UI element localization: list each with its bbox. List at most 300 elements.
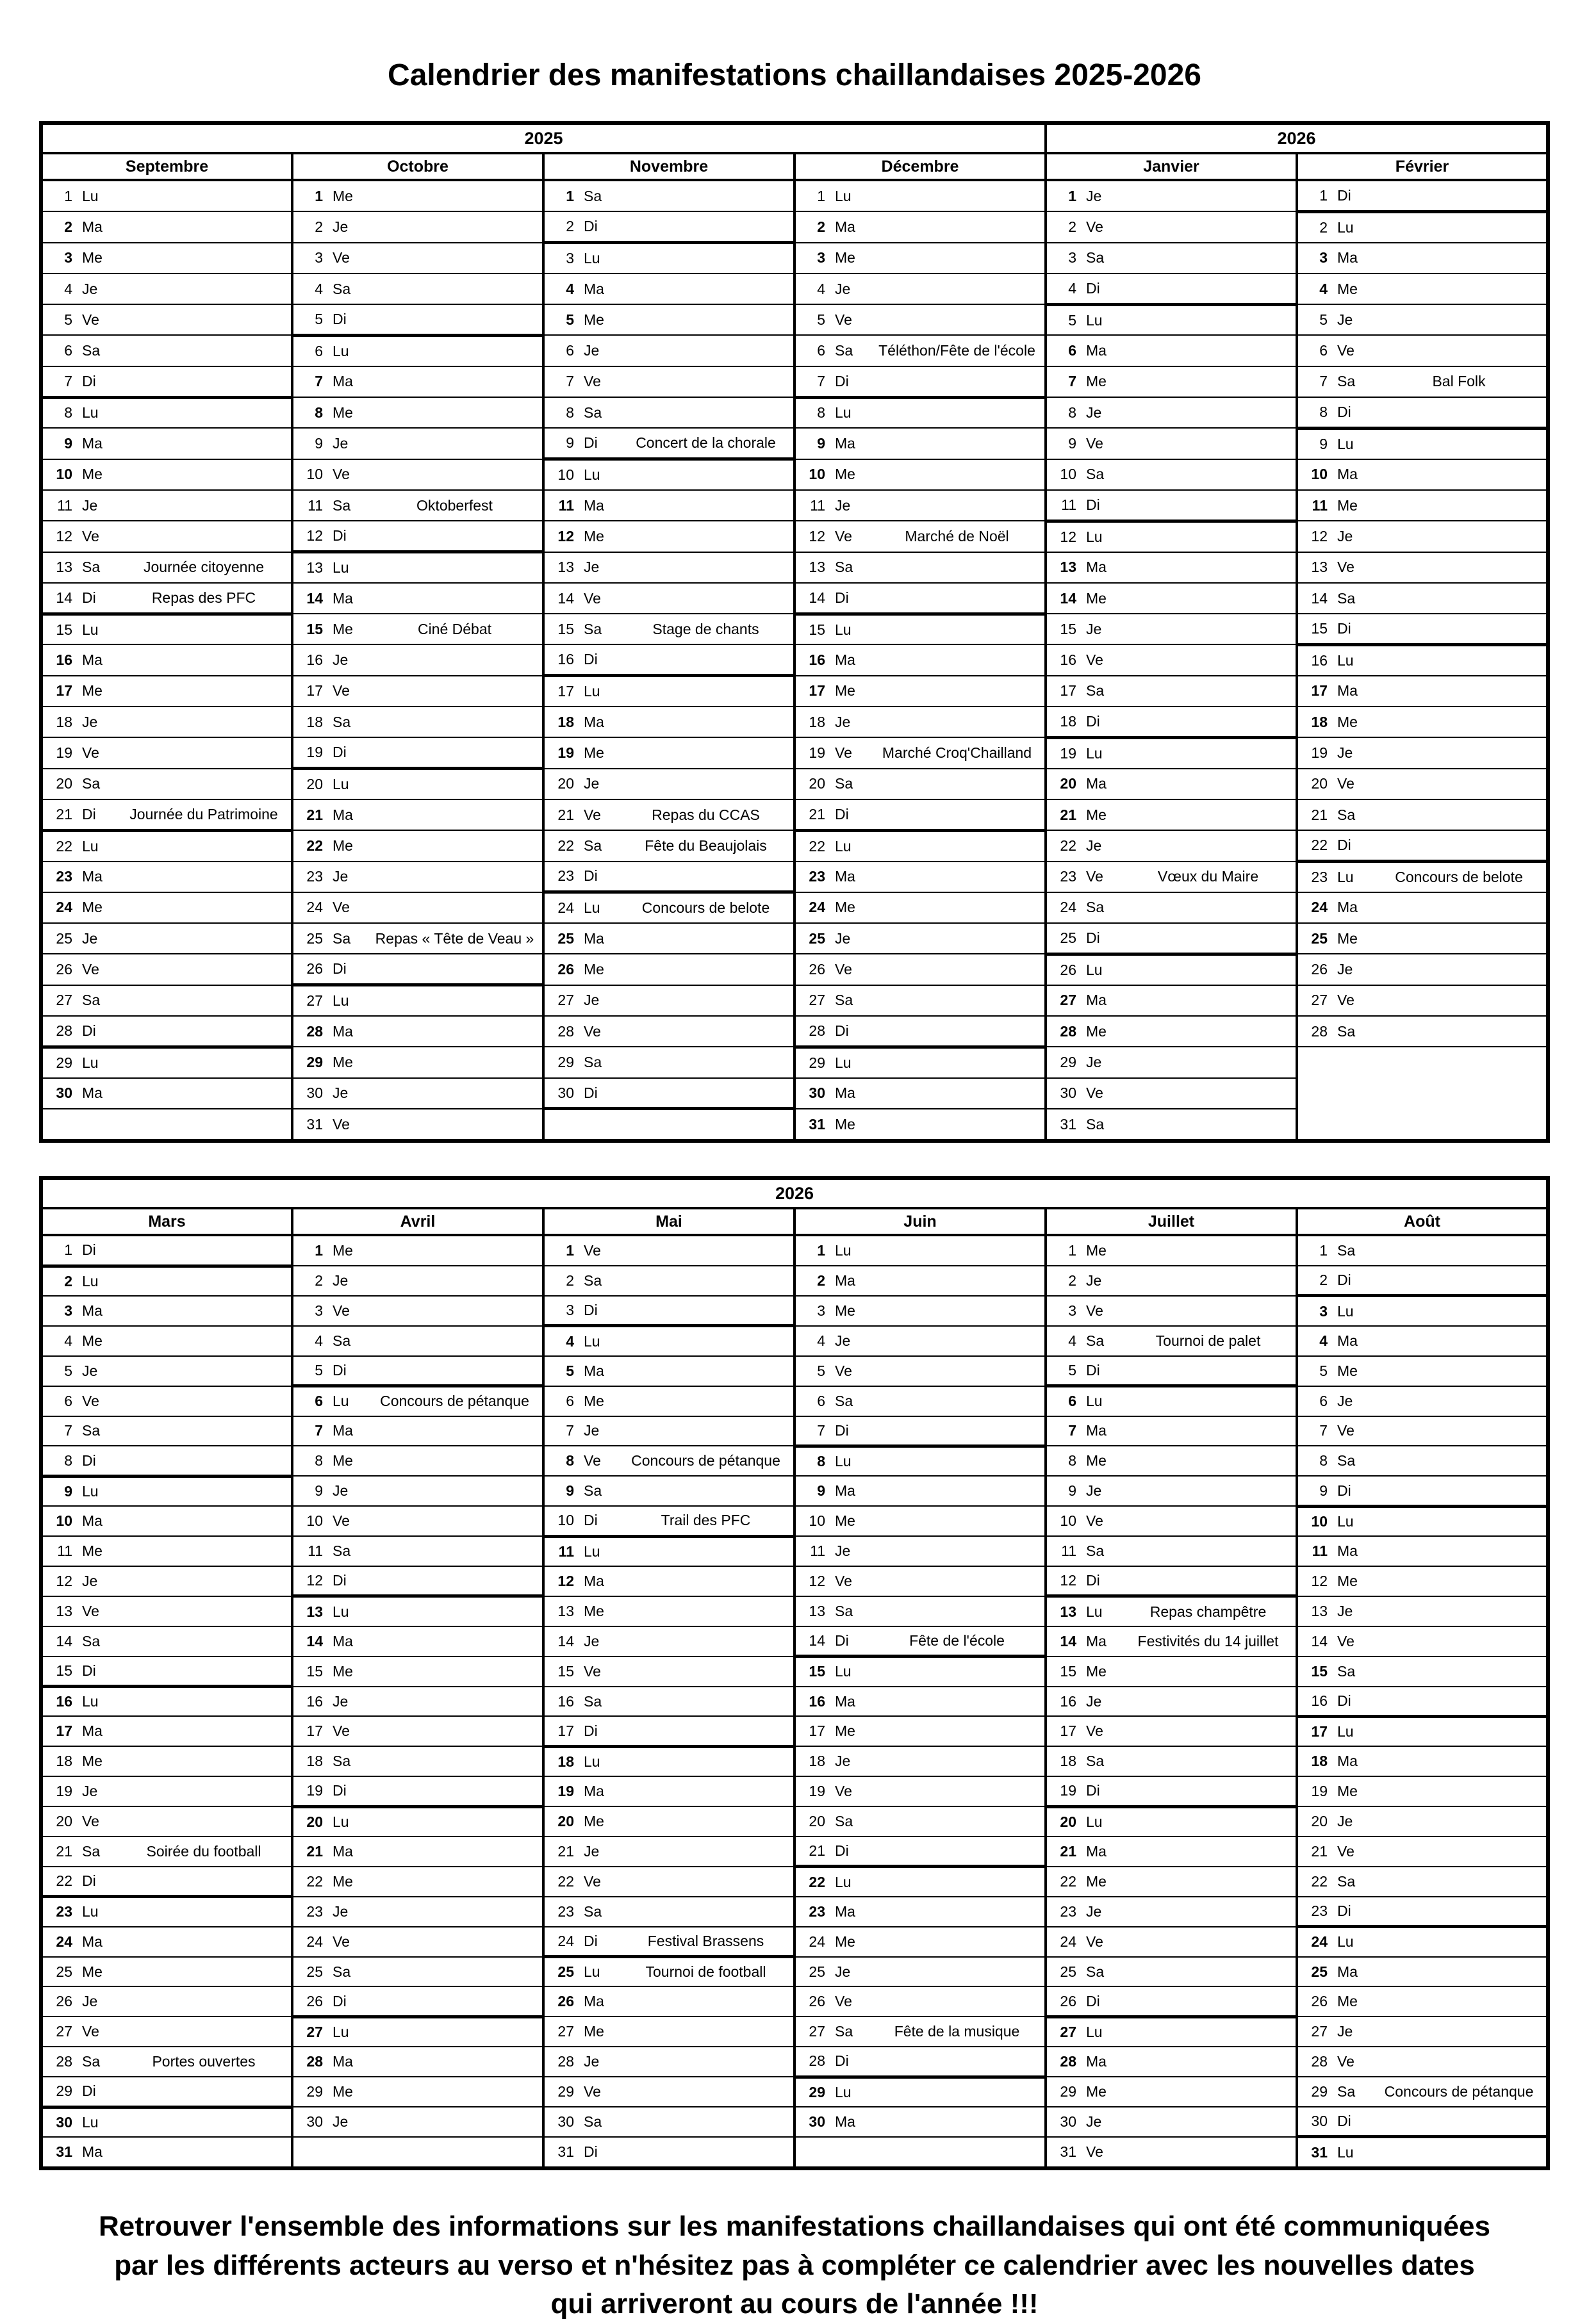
day-cell [292,428,543,459]
day-weekday: Lu [1337,1512,1354,1530]
day-weekday: Sa [1086,1332,1105,1349]
day-weekday: Me [584,1602,604,1619]
day-cell [1046,552,1297,583]
day-weekday: Di [584,1302,598,1319]
day-cell [794,1016,1046,1047]
day-weekday: Je [333,651,349,669]
day-cell [543,1837,794,1867]
day-number: 22 [306,837,323,854]
day-number: 16 [1060,651,1076,669]
day-weekday: Je [1086,1482,1102,1500]
day-number: 14 [1060,589,1076,607]
table-row [41,892,1548,923]
table-row [41,1776,1548,1806]
day-number: 10 [1311,1512,1328,1530]
day-cell [292,2077,543,2107]
day-number: 28 [306,2053,323,2070]
day-weekday: Je [82,929,98,947]
day-weekday: Sa [1337,1662,1356,1680]
day-number: 3 [315,249,323,266]
day-number: 29 [306,1053,323,1070]
month-header: Juin [794,1208,1046,1235]
day-cell [543,1566,794,1596]
day-cell [292,1626,543,1657]
event-label: Concours de pétanque [1384,2083,1534,2100]
day-cell [794,923,1046,954]
table-row [41,1687,1548,1717]
day-number: 21 [1060,806,1076,823]
day-number: 28 [557,2053,574,2070]
day-cell [794,304,1046,335]
day-weekday: Ve [82,2023,99,2040]
day-number: 9 [64,1483,72,1500]
day-number: 9 [566,434,574,452]
event-label: Ciné Débat [417,620,492,637]
day-cell [41,1476,292,1506]
day-number: 12 [306,1572,323,1589]
day-cell [1297,1016,1548,1047]
day-cell [794,1806,1046,1837]
day-number: 23 [306,1903,323,1920]
day-weekday: Sa [333,713,351,730]
day-cell [1297,1296,1548,1326]
day-cell [41,799,292,830]
day-weekday: Ma [584,1362,604,1379]
table-row [41,644,1548,675]
day-cell [292,1746,543,1776]
day-weekday: Sa [333,1543,351,1560]
day-number: 16 [306,651,323,669]
day-number: 29 [557,1053,574,1070]
day-cell [41,180,292,211]
day-number: 13 [557,559,574,576]
day-number: 9 [64,435,72,452]
day-cell [292,892,543,923]
day-number: 10 [1311,466,1328,483]
day-cell [543,1296,794,1326]
day-weekday: Ve [1086,651,1103,669]
day-weekday: Di [584,1722,598,1739]
day-weekday: Ve [333,1302,350,1319]
day-cell [1297,1416,1548,1446]
table-row [41,583,1548,614]
day-number: 7 [1319,1422,1328,1439]
day-number: 27 [557,992,574,1009]
day-number: 25 [557,929,574,947]
day-number: 30 [809,2113,825,2130]
day-number: 1 [1068,187,1076,204]
day-number: 22 [306,1872,323,1890]
day-number: 2 [315,1272,323,1289]
day-weekday: Di [584,651,598,668]
day-weekday: Di [584,1512,598,1529]
day-cell [794,1897,1046,1927]
day-cell [292,211,543,242]
day-number: 10 [56,466,72,483]
day-number: 5 [566,1362,574,1379]
table-row [41,1626,1548,1657]
day-weekday: Ma [333,1632,353,1649]
day-cell [41,366,292,397]
day-cell [1046,1806,1297,1837]
day-weekday: Je [584,1842,600,1860]
day-weekday: Ma [1337,899,1358,916]
day-cell [41,1047,292,1077]
day-weekday: Me [1337,1362,1358,1379]
day-cell [543,274,794,304]
day-cell [1297,1446,1548,1476]
day-number: 26 [1060,1992,1076,2009]
table-row [41,1897,1548,1927]
day-number: 11 [1312,496,1328,514]
day-weekday: Me [1086,2083,1107,2100]
day-cell [794,490,1046,521]
day-weekday: Ma [584,280,604,297]
day-number: 20 [306,1813,323,1830]
day-number: 31 [1311,2143,1328,2161]
table-row [41,769,1548,799]
day-number: 28 [306,1022,323,1040]
day-number: 11 [1061,496,1076,513]
day-number: 7 [566,373,574,390]
day-weekday: Ve [1337,559,1354,576]
day-weekday: Di [584,867,598,885]
day-cell [1297,1897,1548,1927]
day-number: 27 [1060,992,1076,1009]
day-weekday: Lu [835,1873,852,1890]
day-number: 27 [557,2023,574,2040]
day-number: 26 [1311,1993,1328,2010]
day-number: 7 [64,1422,72,1439]
day-cell [543,243,794,274]
day-weekday: Ma [82,2143,103,2160]
day-weekday: Di [333,1782,347,1799]
day-number: 19 [557,744,574,761]
day-cell [1297,180,1548,211]
day-cell [543,1897,794,1927]
day-weekday: Ve [1337,1632,1354,1649]
day-cell [41,552,292,583]
day-cell [1297,1867,1548,1897]
day-number: 23 [1060,1903,1076,1920]
day-weekday: Me [1337,496,1358,514]
day-weekday: Ma [1337,1332,1358,1349]
day-cell [41,954,292,985]
day-weekday: Di [1337,186,1351,204]
day-cell [543,1626,794,1657]
day-weekday: Ma [584,1993,604,2010]
day-weekday: Ma [82,651,103,669]
day-weekday: Ma [1086,342,1107,359]
day-cell [1297,552,1548,583]
table-row [41,552,1548,583]
day-cell [1046,1047,1297,1077]
day-cell [41,2017,292,2047]
day-cell [292,521,543,552]
day-cell [1297,1506,1548,1536]
event-label: Marché de Noël [905,527,1009,544]
day-weekday: Sa [82,1422,101,1439]
day-weekday: Je [584,559,600,576]
day-weekday: Me [1337,929,1358,947]
table-row [41,1416,1548,1446]
day-weekday: Ve [584,1022,601,1040]
day-cell [794,1296,1046,1326]
day-cell [41,737,292,768]
day-weekday: Ma [82,868,103,885]
event-label: Bal Folk [1432,373,1486,390]
day-cell [41,1296,292,1326]
day-cell [1046,1986,1297,2017]
day-weekday: Ma [835,218,855,235]
day-weekday: Di [1337,403,1351,420]
day-weekday: Ve [82,527,99,544]
day-number: 14 [1311,589,1328,607]
day-number: 7 [1319,373,1328,390]
day-weekday: Lu [82,1693,99,1710]
day-weekday: Sa [1337,1452,1356,1469]
table-row [41,1536,1548,1566]
table-row [41,830,1548,861]
day-number: 7 [315,373,323,390]
day-weekday: Ma [584,496,604,514]
day-weekday: Sa [835,775,853,792]
day-weekday: Sa [333,280,351,297]
day-cell [1297,1356,1548,1386]
day-cell [292,1016,543,1047]
day-number: 8 [1068,404,1076,421]
day-cell [292,1416,543,1446]
event-label: Oktoberfest [416,496,493,514]
day-number: 14 [306,1632,323,1649]
day-weekday: Ma [333,1842,353,1860]
day-number: 3 [64,249,72,266]
day-cell [1297,1957,1548,1987]
event-label: Journée du Patrimoine [129,805,278,822]
day-weekday: Je [584,2053,600,2070]
day-number: 10 [557,466,574,484]
table-row [41,1016,1548,1047]
day-cell [41,676,292,707]
day-number: 20 [809,1813,825,1830]
day-cell [794,737,1046,768]
day-number: 18 [809,1753,825,1770]
day-cell [292,2107,543,2137]
day-cell [1046,799,1297,830]
day-weekday: Lu [1337,218,1354,236]
table-row [41,1657,1548,1687]
day-weekday: Lu [82,837,99,855]
day-weekday: Je [1337,527,1353,544]
day-weekday: Di [1337,620,1351,637]
day-weekday: Ma [835,1272,855,1289]
day-weekday: Lu [835,187,852,204]
day-cell [292,644,543,675]
day-cell [794,1235,1046,1266]
day-number: 3 [64,1302,72,1319]
day-weekday: Ma [82,435,103,452]
day-cell [292,923,543,954]
day-weekday: Me [333,620,353,637]
day-weekday: Ve [584,2083,601,2100]
day-weekday: Di [835,589,849,606]
day-cell [41,1716,292,1746]
day-number: 21 [1311,806,1328,823]
event-label: Téléthon/Fête de l'école [878,342,1035,359]
day-number: 17 [1060,682,1076,700]
day-number: 19 [1060,744,1076,762]
day-weekday: Lu [1086,1393,1103,1410]
day-weekday: Ve [835,1362,852,1379]
day-cell [292,1806,543,1837]
day-number: 5 [1068,311,1076,329]
day-cell [1046,707,1297,737]
day-cell [41,1235,292,1266]
day-cell [1046,1016,1297,1047]
day-cell [543,1386,794,1416]
day-cell [543,1506,794,1536]
day-number: 5 [1319,1362,1328,1379]
day-cell [1046,2047,1297,2077]
day-cell [1297,1476,1548,1506]
day-weekday: Me [835,1115,855,1133]
day-weekday: Sa [584,2113,602,2130]
day-weekday: Je [835,1332,851,1349]
day-weekday: Me [1086,589,1107,607]
day-number: 21 [557,806,574,823]
day-weekday: Di [1086,1361,1100,1379]
day-cell [1297,2077,1548,2107]
day-number: 17 [56,682,72,700]
day-number: 14 [809,1632,825,1649]
day-cell [794,2077,1046,2107]
day-weekday: Ve [1337,2053,1354,2070]
day-weekday: Sa [1086,466,1105,483]
day-cell [41,1506,292,1536]
day-cell [292,1446,543,1476]
day-weekday: Ve [584,373,601,390]
day-number: 4 [566,280,574,297]
day-weekday: Lu [82,1903,99,1920]
day-weekday: Ve [333,1512,350,1530]
day-weekday: Me [835,1723,855,1740]
day-number: 16 [809,1692,825,1710]
day-weekday: Ve [82,1602,99,1619]
day-number: 16 [1311,651,1328,669]
day-number: 19 [809,744,825,761]
day-number: 21 [557,1842,574,1860]
day-number: 6 [315,342,323,359]
day-cell [1297,676,1548,707]
day-number: 31 [56,2143,72,2160]
day-number: 25 [557,1963,574,1981]
day-number: 5 [1319,311,1328,328]
day-weekday: Me [333,404,353,421]
day-weekday: Me [835,1933,855,1950]
day-number: 27 [56,992,72,1009]
day-number: 14 [809,589,825,606]
day-weekday: Di [584,434,598,452]
month-header: Décembre [794,153,1046,180]
day-weekday: Ma [835,1084,855,1102]
day-weekday: Je [82,1362,98,1379]
day-cell [292,1078,543,1109]
day-number: 18 [1311,713,1328,730]
day-cell [41,923,292,954]
table-row [41,1867,1548,1897]
day-cell [1046,1657,1297,1687]
day-weekday: Di [1337,1692,1351,1709]
day-weekday: Di [1086,496,1100,513]
day-weekday: Sa [82,992,101,1009]
day-weekday: Sa [584,404,602,421]
day-weekday: Me [333,1872,353,1890]
day-cell [41,1356,292,1386]
day-cell [543,428,794,459]
day-cell [1297,583,1548,614]
day-weekday: Me [82,899,103,916]
day-weekday: Lu [1337,435,1354,452]
day-weekday: Di [1337,837,1351,854]
day-weekday: Ma [82,1084,103,1102]
day-number: 29 [809,1054,825,1071]
day-weekday: Sa [835,992,853,1009]
day-cell [1046,1266,1297,1296]
day-cell [1046,1296,1297,1326]
day-number: 25 [809,1963,825,1980]
day-weekday: Di [1337,1272,1351,1289]
day-weekday: Di [333,1572,347,1589]
day-weekday: Sa [1337,1242,1356,1259]
day-cell [543,2047,794,2077]
day-cell [292,2017,543,2047]
day-weekday: Lu [1337,651,1354,669]
day-number: 4 [1319,280,1328,297]
day-cell [41,428,292,459]
day-cell [1046,737,1297,768]
day-weekday: Je [82,1572,98,1589]
day-number: 11 [57,1543,72,1560]
day-cell [41,1837,292,1867]
day-cell [1297,1687,1548,1717]
day-weekday: Lu [1086,528,1103,545]
day-weekday: Di [835,1421,849,1439]
day-weekday: Je [835,713,851,730]
day-number: 1 [315,1242,323,1259]
day-weekday: Sa [835,1602,853,1619]
day-number: 20 [809,775,825,792]
day-cell [1297,2137,1548,2168]
empty-cell [292,2137,543,2168]
day-number: 19 [809,1783,825,1800]
table-row [41,1476,1548,1506]
day-number: 24 [306,1933,323,1950]
day-weekday: Sa [835,1392,853,1409]
table-row [41,1356,1548,1386]
day-weekday: Ve [835,744,852,761]
day-weekday: Sa [82,1632,101,1649]
day-number: 16 [306,1692,323,1710]
day-number: 6 [1319,342,1328,359]
event-label: Stage de chants [652,620,759,637]
day-number: 2 [64,1272,72,1289]
day-cell [41,1867,292,1897]
day-weekday: Sa [1337,373,1356,390]
day-cell [1046,1716,1297,1746]
day-weekday: Di [82,1872,96,1890]
day-number: 1 [1319,186,1328,204]
day-number: 6 [566,1392,574,1409]
